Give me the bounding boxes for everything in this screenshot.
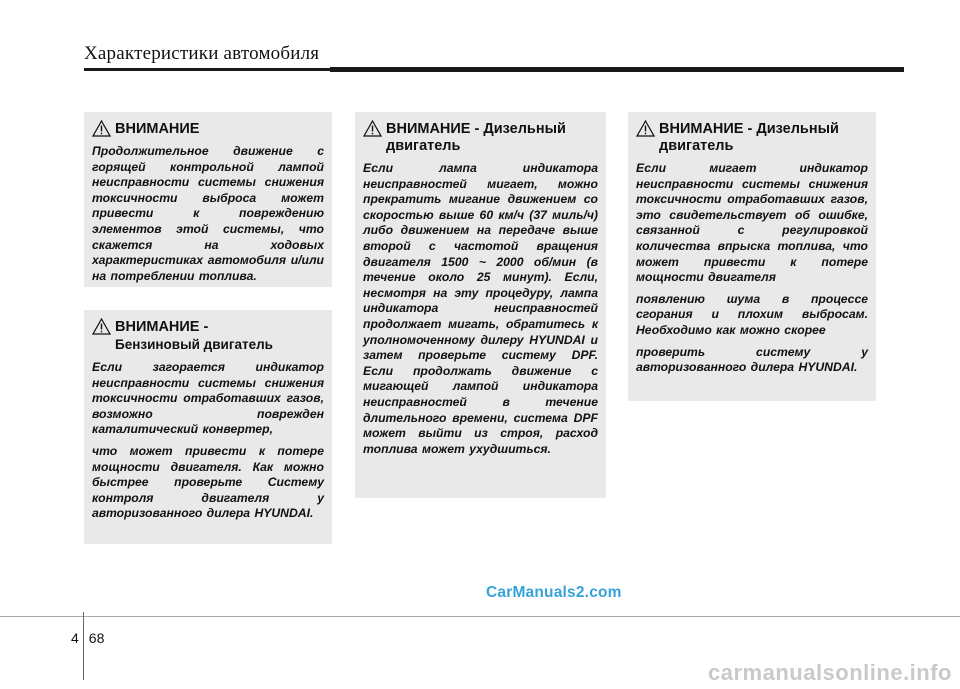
warning-box-general [84,112,332,287]
footer-watermark: carmanualsonline.info [708,660,952,685]
page-number-value: 68 [88,630,105,646]
watermark-link[interactable]: CarManuals2.com [486,584,622,601]
warning-triangle-icon [636,120,655,137]
warning-heading-text: ВНИМАНИЕ - Дизельный [659,121,839,137]
warning-heading-text: ВНИМАНИЕ - [115,319,209,335]
warning-subheading-text: Бензиновый двигатель [115,337,273,352]
warning-heading-text: ВНИМАНИЕ [115,121,200,137]
warning-paragraph: Если мигает индикатор неисправности системы снижения токсичности отработавших газов, это свидетельствует об ошибке, связанной с регулировкой количества впрыска топлива, что может привести к потере мощности двигателя [636,161,868,285]
page-number-divider [83,612,84,680]
footer-rule [0,616,960,617]
page-number [71,630,104,646]
warning-box-petrol [84,310,332,544]
warning-heading [363,121,598,155]
warning-triangle-icon [363,120,382,137]
warning-paragraph: Если лампа индикатора неисправностей мигает, можно прекратить мигание движением со скоростью выше 60 км/ч (37 миль/ч) либо движением на передаче выше второй с частотой вращения двигателя 1500 ~ 2000 об/мин (в течение около 25 минут). Если, несмотря на эту процедуру, лампа индикатора неисправностей продолжает мигать, обратитесь к уполномоченному дилеру HYUNDAI и затем проверьте систему DPF. Если продолжать движение с мигающей лампой индикатора неисправностей в течение длительного времени, система DPF может выйти из строя, расход топлива может ухудшиться. [363,161,598,456]
warning-box-diesel-dpf [355,112,606,498]
header-rule-accent [330,67,904,72]
chapter-number: 4 [71,630,79,646]
header-title: Характеристики автомобиля [84,43,320,64]
warning-heading [636,121,868,155]
warning-triangle-icon [92,318,111,335]
warning-subheading-text: двигатель [659,138,734,154]
warning-heading-text: ВНИМАНИЕ - Дизельный [386,121,566,137]
warning-paragraph: появлению шума в процессе сгорания и плохим выбросам. Необходимо как можно скорее [636,291,868,337]
warning-box-diesel-injection [628,112,876,401]
warning-heading [92,121,324,138]
warning-heading [92,319,324,354]
warning-paragraph: что может привести к потере мощности двигателя. Как можно быстрее проверьте Систему контроля двигателя у авторизованного дилера HYUNDAI. [92,443,324,521]
warning-triangle-icon [92,120,111,137]
warning-paragraph: проверить систему у авторизованного дилера HYUNDAI. [636,344,868,375]
warning-subheading-text: двигатель [386,138,461,154]
warning-paragraph: Продолжительное движение с горящей контрольной лампой неисправности системы снижения токсичности выброса может привести к повреждению элементов этой системы, что скажется на ходовых характеристиках автомобиля и/или на потреблении топлива. [92,144,324,283]
warning-paragraph: Если загорается индикатор неисправности системы снижения токсичности отработавших газов, возможно поврежден каталитический конвертер, [92,360,324,437]
